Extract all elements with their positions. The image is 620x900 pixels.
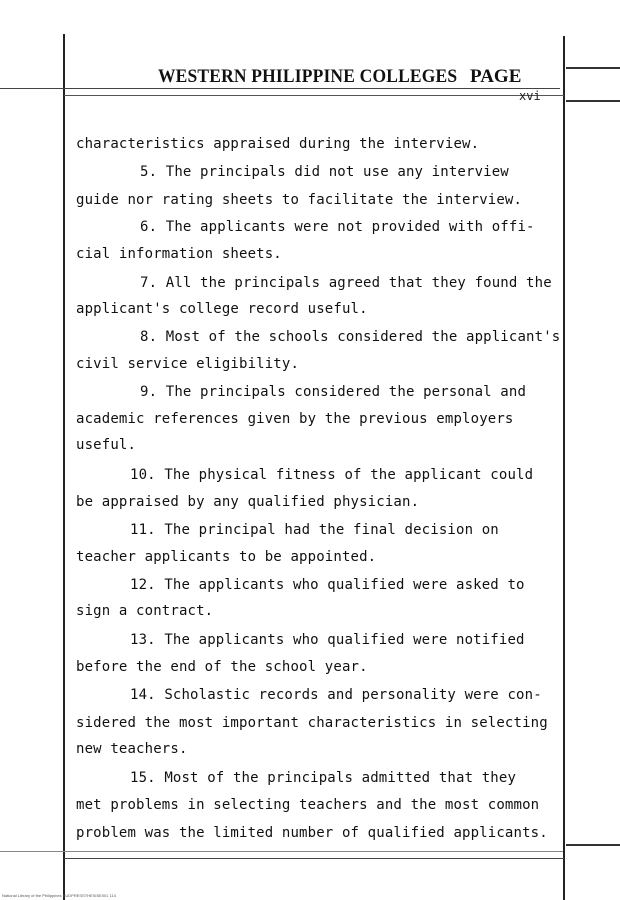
footer-rule [0,851,563,852]
text-line: 13. The applicants who qualified were notified [130,632,525,648]
text-line: 7. All the principals agreed that they found the [140,275,552,291]
text-line: civil service eligibility. [76,356,300,372]
text-line: problem was the limited number of qualified applicants. [76,825,548,841]
right-edge-mark-bottom [566,844,620,846]
footer-text: National Library of the Philippines BUDPRESSTHESISE001 114 [2,893,116,898]
text-line: 6. The applicants were not provided with offi- [140,219,535,235]
left-margin-rule [63,34,65,900]
text-line: 9. The principals considered the personal and [140,384,527,400]
text-line: 12. The applicants who qualified were asked to [130,577,525,593]
text-line: academic references given by the previous employers [76,411,514,427]
text-line: guide nor rating sheets to facilitate the interview. [76,192,523,208]
text-line: 15. Most of the principals admitted that they [130,770,517,786]
text-line: new teachers. [76,741,188,757]
text-line: sign a contract. [76,603,214,619]
right-edge-mark-top [566,67,620,69]
text-line: teacher applicants to be appointed. [76,549,377,565]
text-line: 8. Most of the schools considered the applicant's [140,329,561,345]
right-edge-mark-mid [566,100,620,102]
right-margin-rule [563,36,565,900]
text-line: useful. [76,437,137,453]
text-line: cial information sheets. [76,246,282,262]
page-number: xvi [519,89,541,103]
header-rule-inner [64,95,564,96]
text-line: 10. The physical fitness of the applicant could [130,467,534,483]
text-line: characteristics appraised during the interview. [76,136,480,152]
text-line: applicant's college record useful. [76,301,368,317]
text-line: sidered the most important characteristics in selecting [76,715,548,731]
footer-rule-inner [64,858,564,859]
text-line: be appraised by any qualified physician. [76,494,420,510]
page-label: PAGE [470,66,522,87]
text-line: met problems in selecting teachers and the most common [76,797,540,813]
text-line: 11. The principal had the final decision on [130,522,499,538]
header-rule [0,88,560,89]
text-line: 5. The principals did not use any interview [140,164,509,180]
text-line: before the end of the school year. [76,659,368,675]
text-line: 14. Scholastic records and personality were con- [130,687,542,703]
page-title: WESTERN PHILIPPINE COLLEGES [158,66,458,87]
